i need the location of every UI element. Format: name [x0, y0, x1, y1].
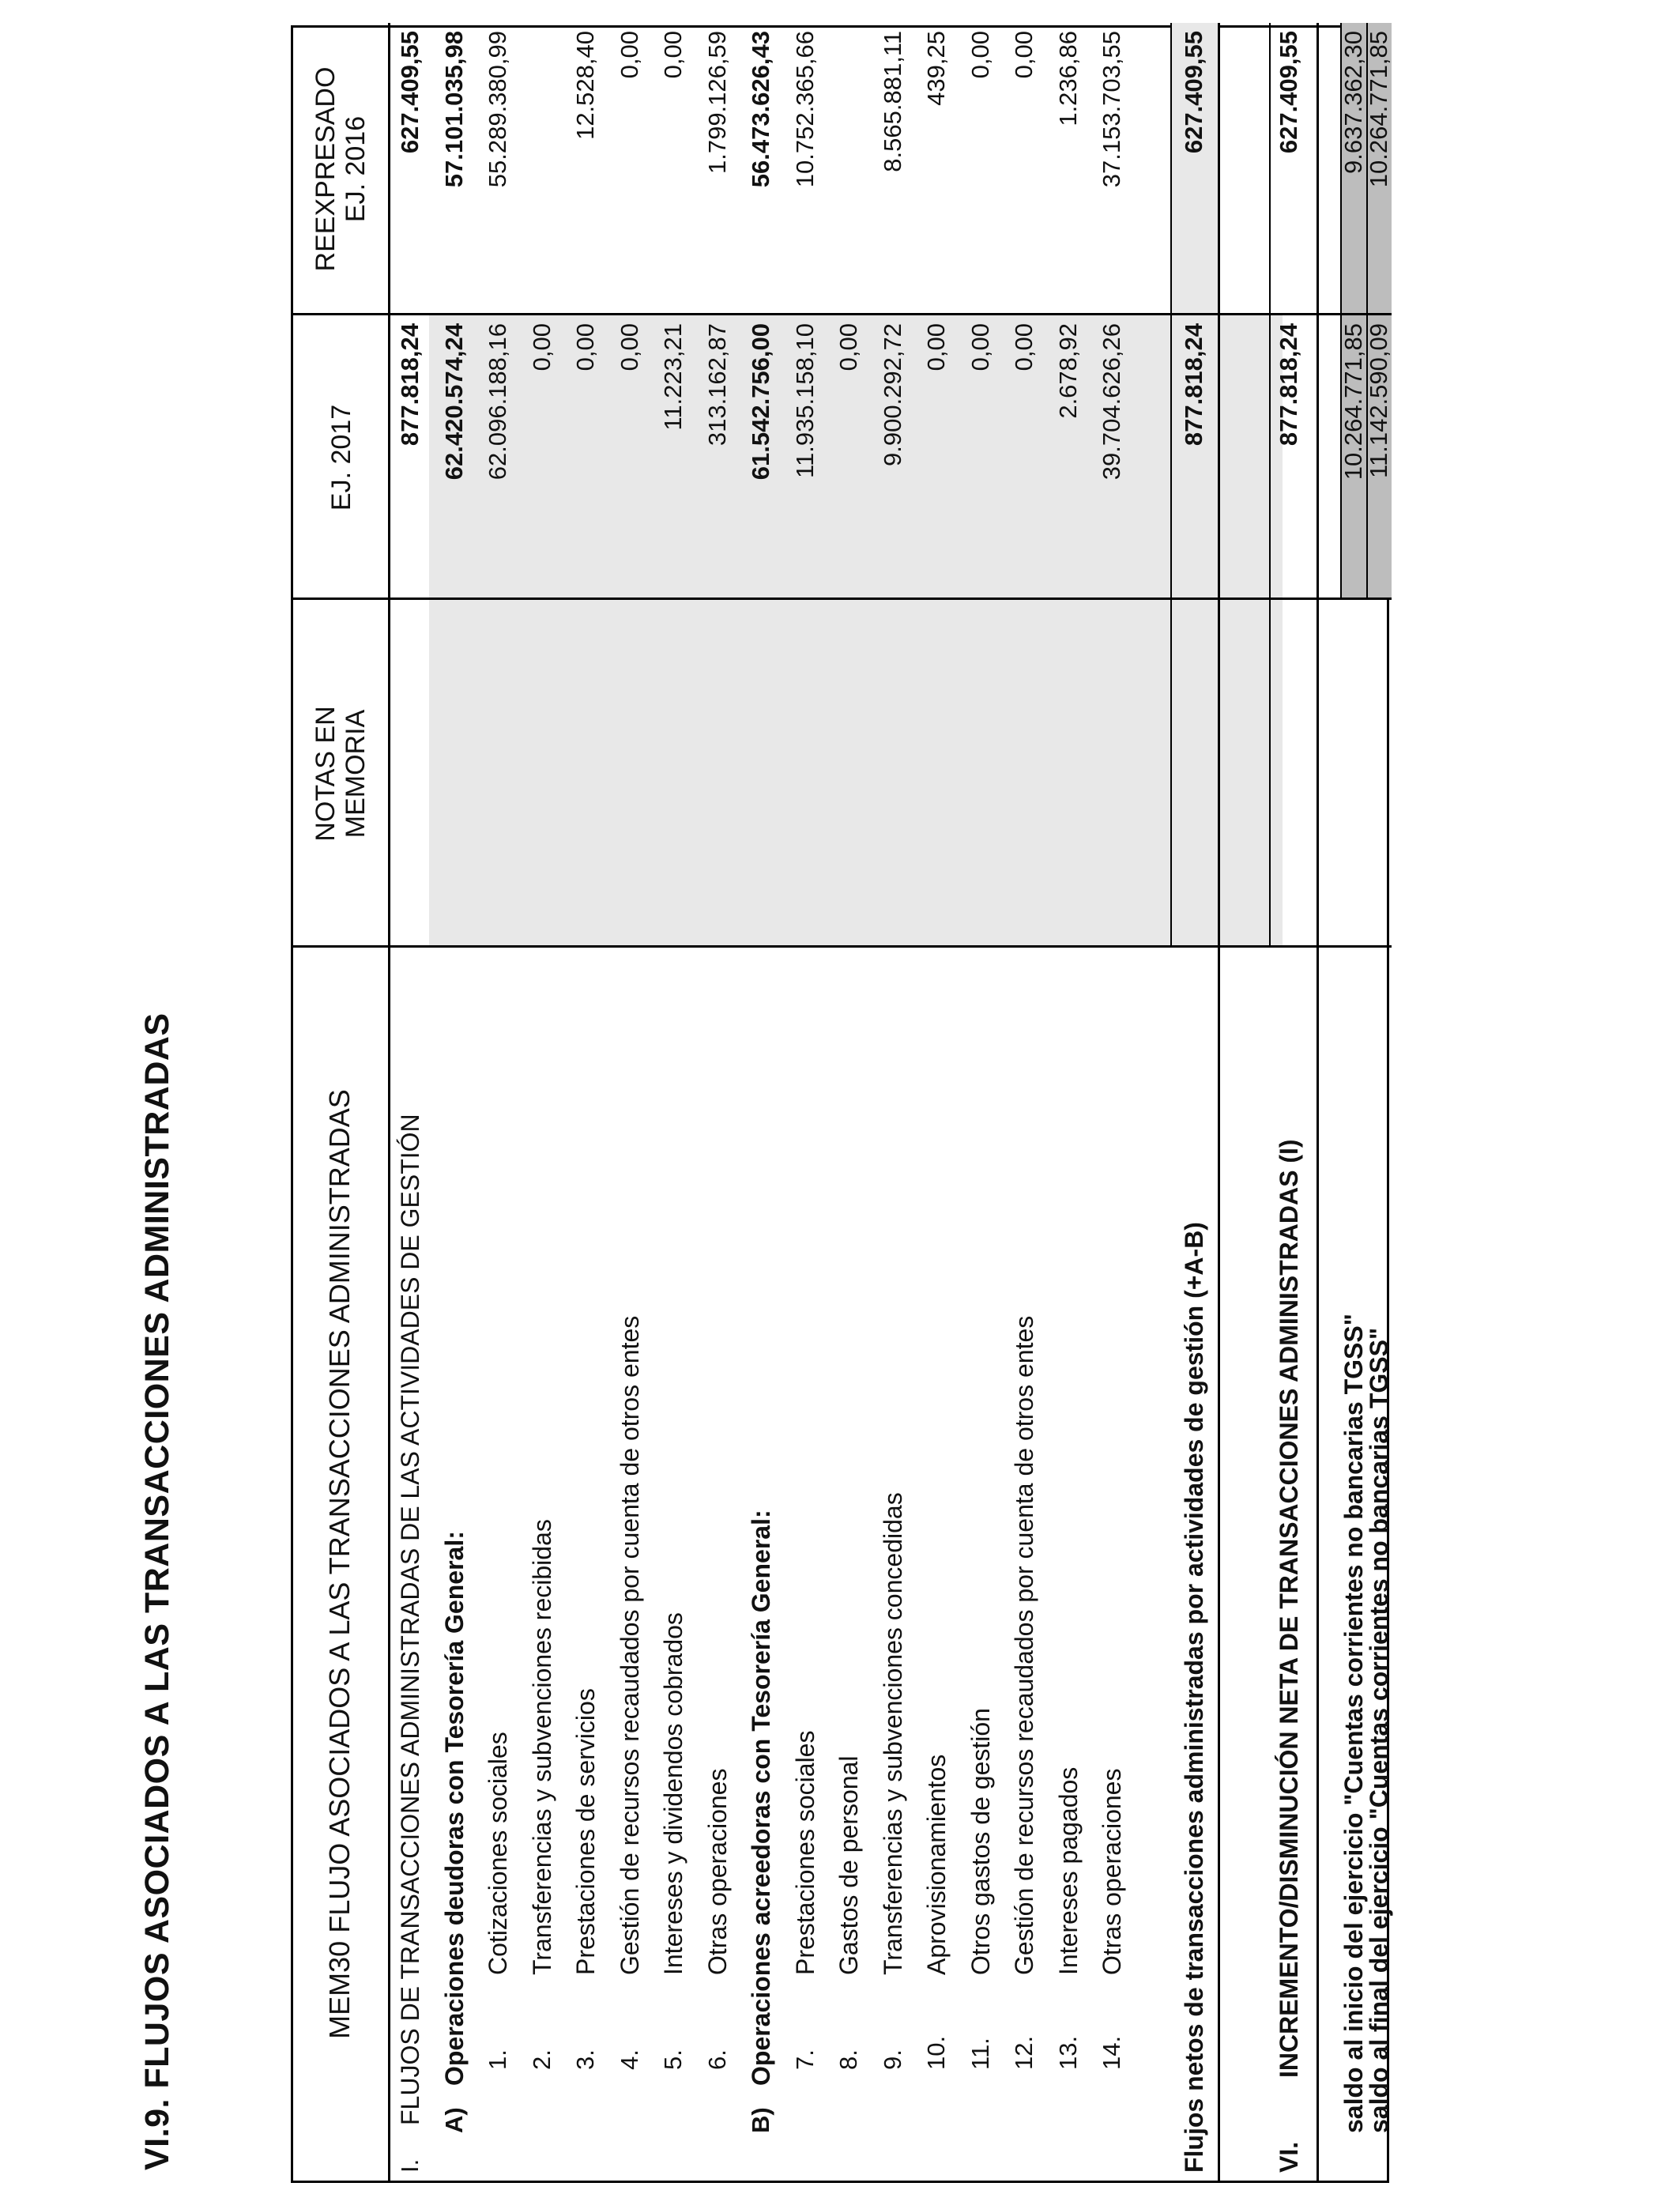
row-label: Intereses pagados — [1053, 1766, 1083, 1975]
row-code: 2. — [527, 2049, 556, 2070]
row-code: 8. — [834, 2049, 862, 2070]
balance-end-2016: 10.264.771,85 — [1365, 31, 1392, 188]
row-label: Aprovisionamientos — [922, 1754, 951, 1975]
row-code: 12. — [1010, 2035, 1038, 2070]
row-value-2016: 439,25 — [922, 31, 950, 106]
row-value-2017: 313.162,87 — [703, 323, 731, 447]
header-2017: EJ. 2017 — [326, 404, 356, 511]
balance-end-label: saldo al final del ejercicio "Cuentas corrientes no bancarias TGSS" — [1365, 1327, 1393, 2133]
header-2016-line2: EJ. 2016 — [341, 115, 371, 223]
row-label: Otras operaciones — [703, 1768, 732, 1975]
row-value-2017: 62.096.188,16 — [484, 323, 511, 481]
row-value-2017: 2.678,92 — [1053, 323, 1082, 419]
balance-end-2017: 11.142.590,09 — [1365, 323, 1392, 478]
net-flows-2017: 877.818,24 — [1180, 323, 1207, 447]
row-label: Operaciones deudoras con Tesorería General: — [439, 1531, 469, 2086]
row-label: Otras operaciones — [1098, 1768, 1126, 1975]
header-divider — [388, 23, 390, 2181]
balance-start-2016: 9.637.362,30 — [1339, 31, 1367, 175]
balance-start-label: saldo al inicio del ejercicio "Cuentas corrientes no bancarias TGSS" — [1339, 1314, 1368, 2133]
header-main: MEM30 FLUJO ASOCIADOS A LAS TRANSACCIONES ADMINISTRADAS — [323, 1089, 356, 2039]
header-2016-line1: REEXPRESADO — [311, 66, 341, 272]
row-label: Transferencias y subvenciones concedidas — [878, 1492, 907, 1975]
row-label: FLUJOS DE TRANSACCIONES ADMINISTRADAS DE LAS ACTIVIDADES DE GESTIÓN — [396, 1114, 424, 2125]
row-value-2016: 57.101.035,98 — [439, 31, 468, 188]
row-value-2016: 1.799.126,59 — [703, 31, 731, 175]
cash-flow-table — [291, 25, 1393, 2183]
row-label: Prestaciones de servicios — [571, 1688, 600, 1975]
row-label: Intereses y dividendos cobrados — [659, 1612, 687, 1975]
row-code: 7. — [790, 2049, 819, 2070]
row-value-2016: 0,00 — [659, 31, 687, 79]
header-notes-line2: MEMORIA — [341, 709, 371, 839]
row-value-2016: 0,00 — [966, 31, 994, 79]
row-value-2017: 11.223,21 — [659, 323, 687, 431]
row-value-2016: 0,00 — [615, 31, 643, 79]
row-label: Prestaciones sociales — [790, 1730, 819, 1975]
row-code: 3. — [571, 2049, 599, 2070]
net-flows-divider — [1218, 23, 1220, 2181]
balance-start-2017: 10.264.771,85 — [1339, 323, 1367, 481]
row-code: 14. — [1098, 2035, 1125, 2070]
row-code: 13. — [1053, 2035, 1082, 2070]
increment-2016: 627.409,55 — [1275, 31, 1302, 154]
row-value-2017: 0,00 — [571, 323, 599, 371]
increment-2017: 877.818,24 — [1275, 323, 1302, 447]
row-value-2017: 0,00 — [1010, 323, 1038, 371]
row-value-2017: 0,00 — [834, 323, 862, 371]
row-label: Operaciones acreedoras con Tesorería General: — [747, 1510, 775, 2086]
row-code: B) — [747, 2107, 774, 2133]
row-label: Transferencias y subvenciones recibidas — [527, 1519, 556, 1975]
row-value-2017: 61.542.756,00 — [747, 323, 774, 481]
row-code: 6. — [703, 2049, 731, 2070]
row-value-2017: 0,00 — [527, 323, 556, 371]
row-label: Gestión de recursos recaudados por cuenta de otros entes — [1010, 1315, 1038, 1975]
row-value-2016: 8.565.881,11 — [878, 31, 906, 172]
row-value-2016: 627.409,55 — [396, 31, 424, 154]
row-code: A) — [439, 2107, 468, 2133]
row-code: 11. — [966, 2038, 994, 2070]
row-value-2017: 877.818,24 — [396, 323, 424, 447]
increment-code: VI. — [1275, 2141, 1303, 2173]
row-value-2016: 1.236,86 — [1053, 31, 1082, 126]
net-flows-label: Flujos netos de transacciones administradas por actividades de gestión (+A-B) — [1180, 1222, 1208, 2173]
page-title: VI.9. FLUJOS ASOCIADOS A LAS TRANSACCIONES ADMINISTRADAS — [138, 1012, 176, 2170]
row-code: 5. — [659, 2049, 687, 2070]
row-value-2017: 9.900.292,72 — [878, 323, 906, 467]
increment-label: INCREMENTO/DISMINUCIÓN NETA DE TRANSACCIONES ADMINISTRADAS (I) — [1275, 1139, 1303, 2078]
row-value-2016: 55.289.380,99 — [484, 31, 511, 188]
row-value-2017: 62.420.574,24 — [439, 323, 468, 481]
row-code: 9. — [878, 2049, 906, 2070]
row-value-2016: 0,00 — [1010, 31, 1038, 79]
row-value-2016: 10.752.365,66 — [790, 31, 819, 188]
row-value-2017: 0,00 — [966, 323, 994, 371]
row-value-2017: 11.935.158,10 — [790, 323, 819, 478]
net-flows-2016: 627.409,55 — [1180, 31, 1207, 154]
row-label: Gastos de personal — [834, 1755, 863, 1975]
row-value-2017: 0,00 — [615, 323, 643, 371]
row-value-2017: 39.704.626,26 — [1098, 323, 1125, 481]
row-label: Otros gastos de gestión — [966, 1708, 995, 1975]
increment-divider — [1317, 23, 1319, 2181]
row-value-2016: 37.153.703,55 — [1098, 31, 1125, 188]
row-code: 10. — [922, 2035, 950, 2070]
header-notes-line1: NOTAS EN — [311, 706, 341, 842]
row-label: Cotizaciones sociales — [484, 1732, 512, 1975]
row-code: 4. — [615, 2049, 643, 2070]
row-code: 1. — [484, 2049, 511, 2070]
col-divider-notes — [293, 945, 1392, 948]
row-value-2016: 12.528,40 — [571, 31, 599, 140]
row-value-2016: 56.473.626,43 — [747, 31, 774, 188]
row-label: Gestión de recursos recaudados por cuenta de otros entes — [615, 1315, 644, 1975]
row-value-2017: 0,00 — [922, 323, 950, 371]
row-code: I. — [396, 2158, 424, 2173]
